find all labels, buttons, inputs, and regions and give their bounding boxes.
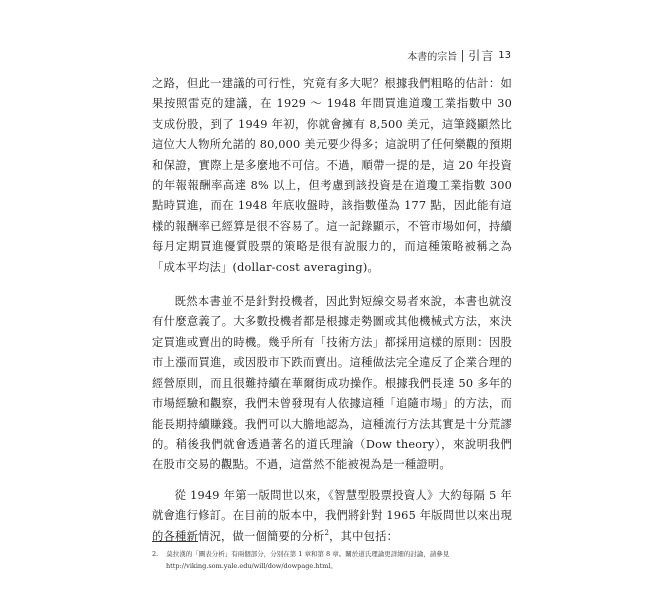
paragraph-1: 之路，但此一建議的可行性，究竟有多大呢？根據我們粗略的估計：如果按照雷克的建議，在 1929 ～ 1948 年間買進道瓊工業指數中 30 支成份股，到了 1949 年初，你就會擁有 8,500 美元，這筆錢顯然比這位大人物所允諾的 80,000 美元要少得多；這說明了任何樂觀的預期和保證，實際上是多麼地不可信。不過，順帶一提的是，這 20 年投資的年報報酬率高達 8% 以上，但考慮到該投資是在道瓊工業指數 300 點時買進，而在 1948 年底收盤時，該指數僅為 177 點，因此能有這樣的報酬率已經算是很不容易了。這一記錄顯示，不管市場如何，持續每月定期買進優質股票的策略是很有說服力的，而這種策略被稱之為「成本平均法」(dollar-cost averaging)。 [152,77,512,274]
footnote-url: http://viking.som.yale.edu/will/dow/dowpage.html。 [166,562,337,570]
footnote-reference: 2 [324,528,330,537]
footnote [152,548,502,572]
footnote-rule [152,541,198,542]
chapter-title: 引言 [468,49,495,63]
body-text [152,74,512,557]
page-number: 13 [498,50,511,61]
paragraph-3 [152,486,512,547]
footnote-text: 莫拉漢的「圖表分析」有兩個部分，分別在第 1 章和第 8 章。關於道氏理論更詳細的討論，請參見 [166,550,450,558]
header-divider [462,50,463,62]
section-title: 本書的宗旨 [407,52,458,63]
footnote-number: 2. [152,550,159,558]
paragraph-2: 既然本書並不是針對投機者，因此對短線交易者來說，本書也就沒有什麼意義了。大多數投機者都是根據走勢圖或其他機械式方法，來決定買進或賣出的時機。幾乎所有「技術方法」都採用這樣的原則：因股市上漲而買進，或因股市下跌而賣出。這種做法完全違反了企業合理的經營原則，而且很難持續在華爾街成功操作。根據我們長達 50 多年的市場經驗和觀察，我們未曾發現有人依據這種「追隨市場」的方法，而能長期持續賺錢。我們可以大膽地認為，這種流行方法其實是十分荒謬的。稍後我們就會透過著名的道氏理論（Dow theory），來說明我們在股市交易的觀點。不過，這當然不能被視為是一種證明。 [152,295,512,472]
paragraph-3-tail: ，其中包括： [329,529,399,543]
running-header [407,47,511,64]
paragraph-3-text: 從 1949 年第一版問世以來，《智慧型股票投資人》大約每隔 5 年就會進行修訂。在目前的版本中，我們將針對 1965 年版問世以來出現的各種新情況，做一個簡要的分析 [152,488,512,543]
